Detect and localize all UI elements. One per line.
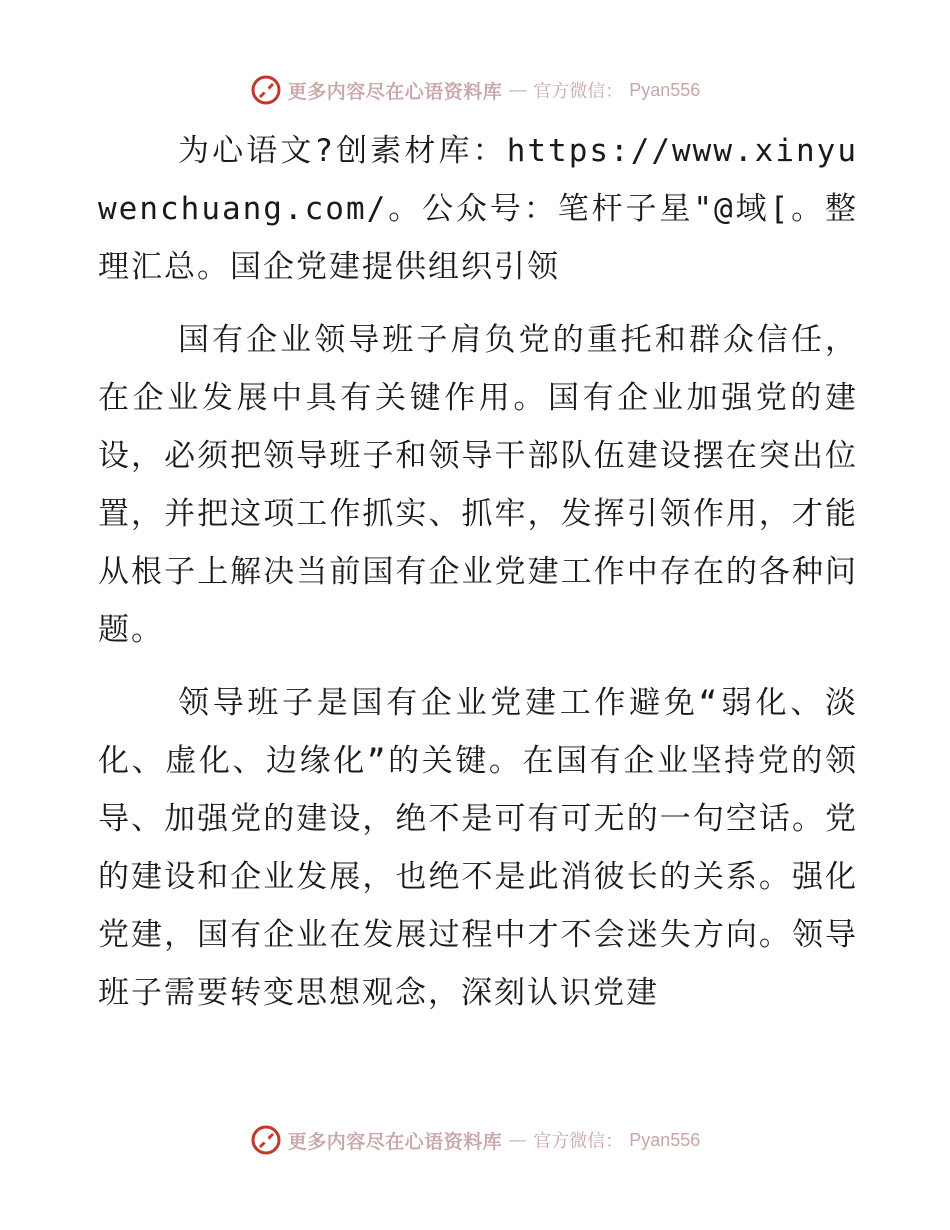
paragraph: 为心语文?创素材库：https://www.xinyuwenchuang.com/。公众号：笔杆子星"@域[。整理汇总。国企党建提供组织引领 — [98, 133, 858, 285]
paragraph: 国有企业领导班子肩负党的重托和群众信任，在企业发展中具有关键作用。国有企业加强党的建设，必须把领导班子和领导干部队伍建设摆在突出位置，并把这项工作抓实、抓牢，发挥引领作用，才能从根子上解决当前国有企业党建工作中存在的各种问题。 — [98, 322, 858, 648]
banner-separator: — — [508, 79, 528, 101]
logo-icon — [250, 1124, 282, 1156]
banner-text: 更多内容尽在心语资料库 — [287, 1130, 503, 1153]
header-banner — [0, 70, 950, 110]
banner-wechat-id: Pyan556 — [629, 1129, 701, 1150]
banner-separator: — — [508, 1129, 528, 1151]
footer-banner — [0, 1120, 950, 1160]
logo-icon — [250, 74, 282, 106]
banner-wechat-id: Pyan556 — [629, 79, 701, 100]
banner-wechat-label: 官方微信： — [533, 81, 624, 102]
banner-wechat-label: 官方微信： — [533, 1131, 624, 1152]
banner-text: 更多内容尽在心语资料库 — [287, 80, 503, 103]
document-body — [98, 122, 858, 1022]
paragraph: 领导班子是国有企业党建工作避免“弱化、淡化、虚化、边缘化”的关键。在国有企业坚持党的领导、加强党的建设，绝不是可有可无的一句空话。党的建设和企业发展，也绝不是此消彼长的关系。强化党建，国有企业在发展过程中才不会迷失方向。领导班子需要转变思想观念，深刻认识党建 — [98, 685, 858, 1011]
